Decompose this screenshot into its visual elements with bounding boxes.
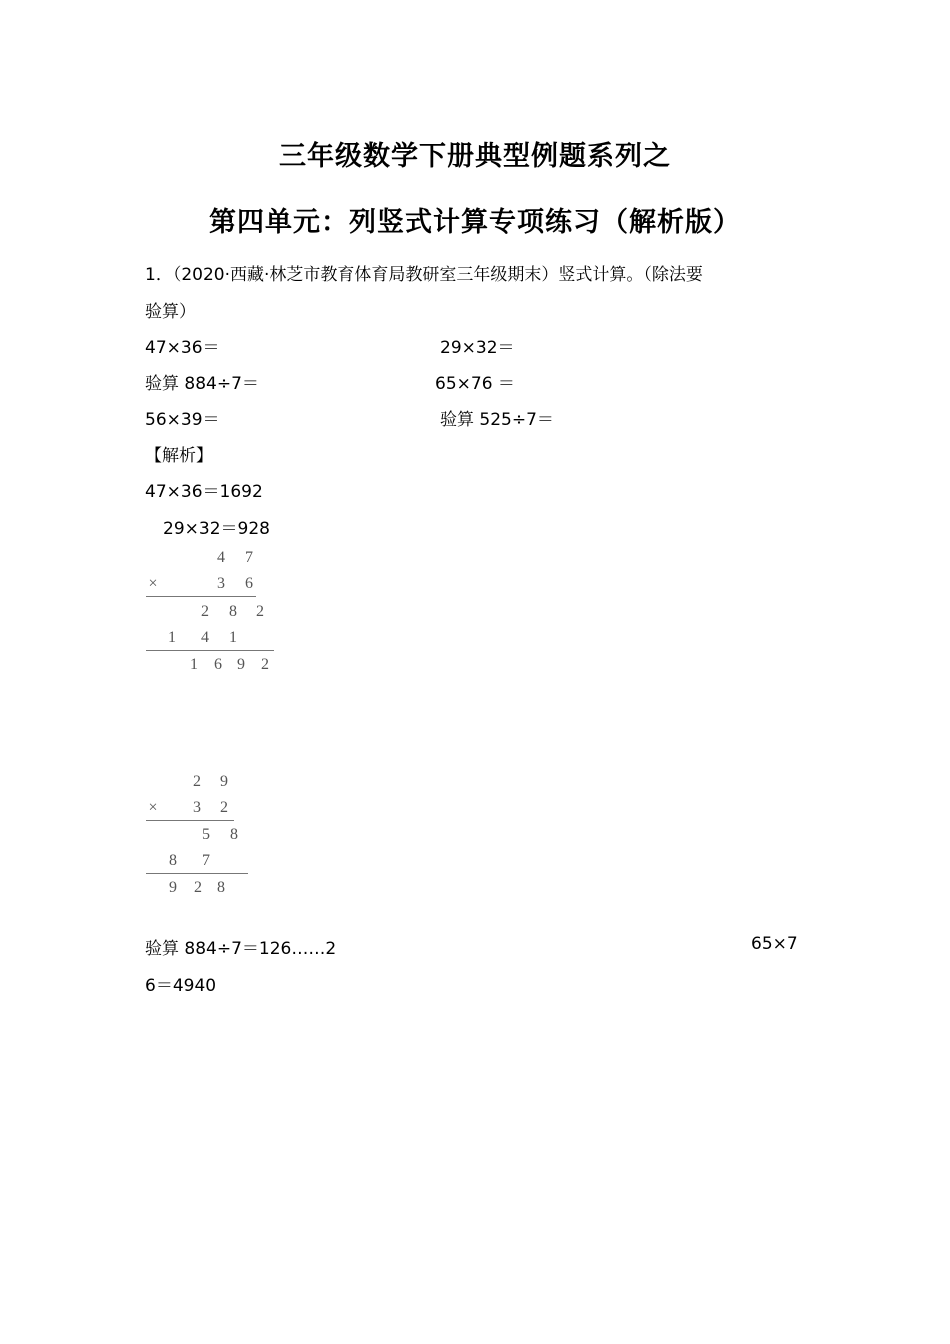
digit: 8	[230, 826, 238, 843]
digit: 2	[256, 603, 264, 620]
digit: 8	[217, 879, 225, 896]
digit: 6	[214, 656, 222, 673]
question-stem-line1: 1．（2020·西藏·林芝市教育体育局教研室三年级期末）竖式计算。（除法要	[145, 265, 703, 285]
digit: 4	[217, 549, 225, 566]
analysis-result: 65×7	[751, 934, 798, 954]
page-subtitle: 第四单元：列竖式计算专项练习（解析版）	[209, 207, 741, 238]
question-item: 验算 525÷7＝	[440, 410, 554, 430]
analysis-header: 【解析】	[145, 446, 213, 466]
divider-line	[146, 596, 256, 597]
page-title: 三年级数学下册典型例题系列之	[279, 141, 671, 172]
multiply-sign: ×	[148, 799, 158, 816]
digit: 6	[245, 575, 253, 592]
digit: 1	[190, 656, 198, 673]
digit: 1	[168, 629, 176, 646]
divider-line	[146, 873, 248, 874]
question-item: 验算 884÷7＝	[145, 374, 259, 394]
digit: 9	[237, 656, 245, 673]
digit: 2	[261, 656, 269, 673]
analysis-result: 47×36＝1692	[145, 482, 263, 502]
question-item: 56×39＝	[145, 410, 220, 430]
question-item: 65×76 ＝	[435, 374, 515, 394]
digit: 2	[201, 603, 209, 620]
divider-line	[146, 820, 234, 821]
digit: 5	[202, 826, 210, 843]
digit: 1	[229, 629, 237, 646]
digit: 8	[229, 603, 237, 620]
question-stem-line2: 验算）	[145, 302, 196, 322]
digit: 3	[193, 799, 201, 816]
digit: 8	[169, 852, 177, 869]
question-item: 47×36＝	[145, 338, 220, 358]
analysis-result: 29×32＝928	[163, 519, 270, 539]
multiply-sign: ×	[148, 575, 158, 592]
analysis-result: 验算 884÷7＝126……2	[145, 939, 337, 959]
digit: 9	[220, 773, 228, 790]
digit: 9	[169, 879, 177, 896]
divider-line	[146, 650, 274, 651]
question-item: 29×32＝	[440, 338, 515, 358]
digit: 4	[201, 629, 209, 646]
analysis-result: 6＝4940	[145, 976, 217, 996]
digit: 2	[193, 773, 201, 790]
digit: 7	[202, 852, 210, 869]
digit: 2	[194, 879, 202, 896]
digit: 2	[220, 799, 228, 816]
digit: 7	[245, 549, 253, 566]
digit: 3	[217, 575, 225, 592]
